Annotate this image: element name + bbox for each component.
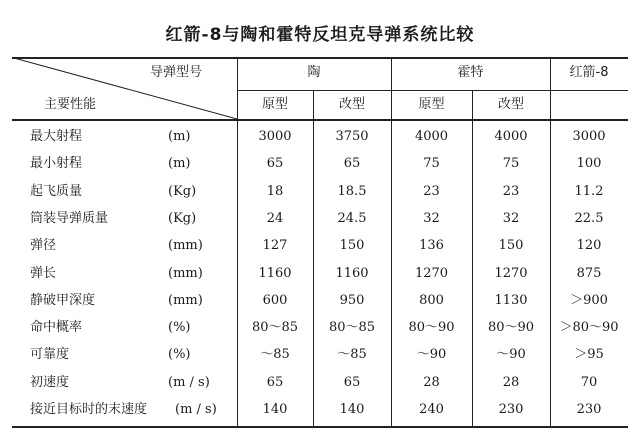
tow-original-header: 原型 (261, 97, 288, 112)
row-unit: (m / s) (175, 402, 217, 417)
table-cell: 100 (576, 156, 602, 171)
table-cell: 80～90 (408, 320, 455, 335)
table-cell: 65 (266, 156, 284, 171)
table-cell: 11.2 (574, 184, 604, 199)
table-cell: 80～85 (251, 320, 299, 335)
row-label: 静破甲深度 (30, 293, 96, 308)
table-cell: 1160 (258, 266, 292, 281)
table-cell: 1160 (335, 266, 369, 281)
table-cell: ～90 (416, 347, 447, 362)
row-unit: (%) (168, 320, 191, 335)
row-unit: (Kg) (168, 211, 197, 226)
table-cell: 28 (423, 375, 440, 390)
row-label: 初速度 (30, 375, 70, 390)
hot-improved-header: 改型 (497, 97, 524, 112)
hot-original-header: 原型 (418, 97, 445, 112)
table-cell: 28 (502, 375, 520, 390)
table-cell: 1270 (414, 266, 449, 281)
row-unit: (mm) (168, 266, 203, 281)
table-cell: 24 (266, 211, 284, 226)
table-cell: 65 (266, 375, 284, 390)
table-cell: ＞900 (570, 293, 608, 308)
table-cell: 23 (423, 184, 440, 199)
row-unit: (mm) (168, 293, 203, 308)
table-cell: 140 (339, 402, 365, 417)
group-tow: 陶 (307, 65, 321, 80)
table-cell: ～85 (260, 347, 290, 362)
tow-improved-header: 改型 (338, 97, 365, 112)
table-cell: 18.5 (337, 184, 367, 199)
row-label: 最小射程 (30, 156, 83, 171)
main-performance-label: 主要性能 (44, 97, 97, 112)
table-cell: 32 (423, 211, 440, 226)
table-cell: 3000 (572, 129, 606, 144)
row-unit: (m) (168, 156, 191, 171)
table-cell: 65 (343, 156, 361, 171)
table-cell: 150 (339, 238, 365, 253)
group-hot: 霍特 (457, 65, 484, 80)
table-cell: 4000 (494, 129, 528, 144)
table-cell: 23 (502, 184, 520, 199)
row-label: 起飞质量 (30, 184, 83, 199)
table-cell: 150 (498, 238, 524, 253)
table-cell: ＞95 (574, 347, 604, 362)
row-unit: (m) (168, 129, 191, 144)
table-cell: 3750 (335, 129, 369, 144)
row-label: 最大射程 (30, 129, 83, 144)
table-cell: 1270 (494, 266, 528, 281)
table-cell: 65 (343, 375, 361, 390)
table-cell: 24.5 (337, 211, 367, 226)
table-cell: 120 (576, 238, 602, 253)
table-cell: 136 (419, 238, 444, 253)
table-cell: 127 (262, 238, 288, 253)
missile-model-label: 导弹型号 (150, 65, 203, 80)
table-cell: 4000 (414, 129, 449, 144)
table-cell: ～90 (496, 347, 526, 362)
row-label: 筒装导弹质量 (30, 211, 109, 226)
table-cell: 230 (576, 402, 602, 417)
table-cell: 140 (262, 402, 288, 417)
table-cell: 1130 (494, 293, 528, 308)
table-cell: ～85 (337, 347, 367, 362)
table-cell: 22.5 (574, 211, 604, 226)
row-unit: (Kg) (168, 184, 197, 199)
table-cell: 240 (419, 402, 444, 417)
row-unit: (mm) (168, 238, 203, 253)
table-cell: ＞80～90 (559, 320, 619, 335)
table-cell: 18 (266, 184, 284, 199)
row-label: 接近目标时的末速度 (30, 402, 148, 417)
table-title: 红箭-8与陶和霍特反坦克导弹系统比较 (165, 25, 475, 45)
row-unit: (m / s) (168, 375, 210, 390)
table-cell: 600 (262, 293, 288, 308)
table-cell: 950 (339, 293, 365, 308)
row-label: 命中概率 (30, 320, 83, 335)
table-cell: 32 (502, 211, 520, 226)
table-cell: 230 (498, 402, 524, 417)
group-hj8: 红箭-8 (569, 65, 609, 80)
table-cell: 800 (419, 293, 444, 308)
table-cell: 80～90 (487, 320, 535, 335)
table-cell: 75 (502, 156, 520, 171)
table-cell: 875 (576, 266, 602, 281)
table-cell: 3000 (258, 129, 292, 144)
table-cell: 75 (423, 156, 440, 171)
table-cell: 70 (580, 375, 598, 390)
table-cell: 80～85 (328, 320, 376, 335)
row-unit: (%) (168, 347, 191, 362)
row-label: 弹长 (30, 266, 57, 281)
row-label: 可靠度 (30, 347, 70, 362)
row-label: 弹径 (30, 238, 57, 253)
